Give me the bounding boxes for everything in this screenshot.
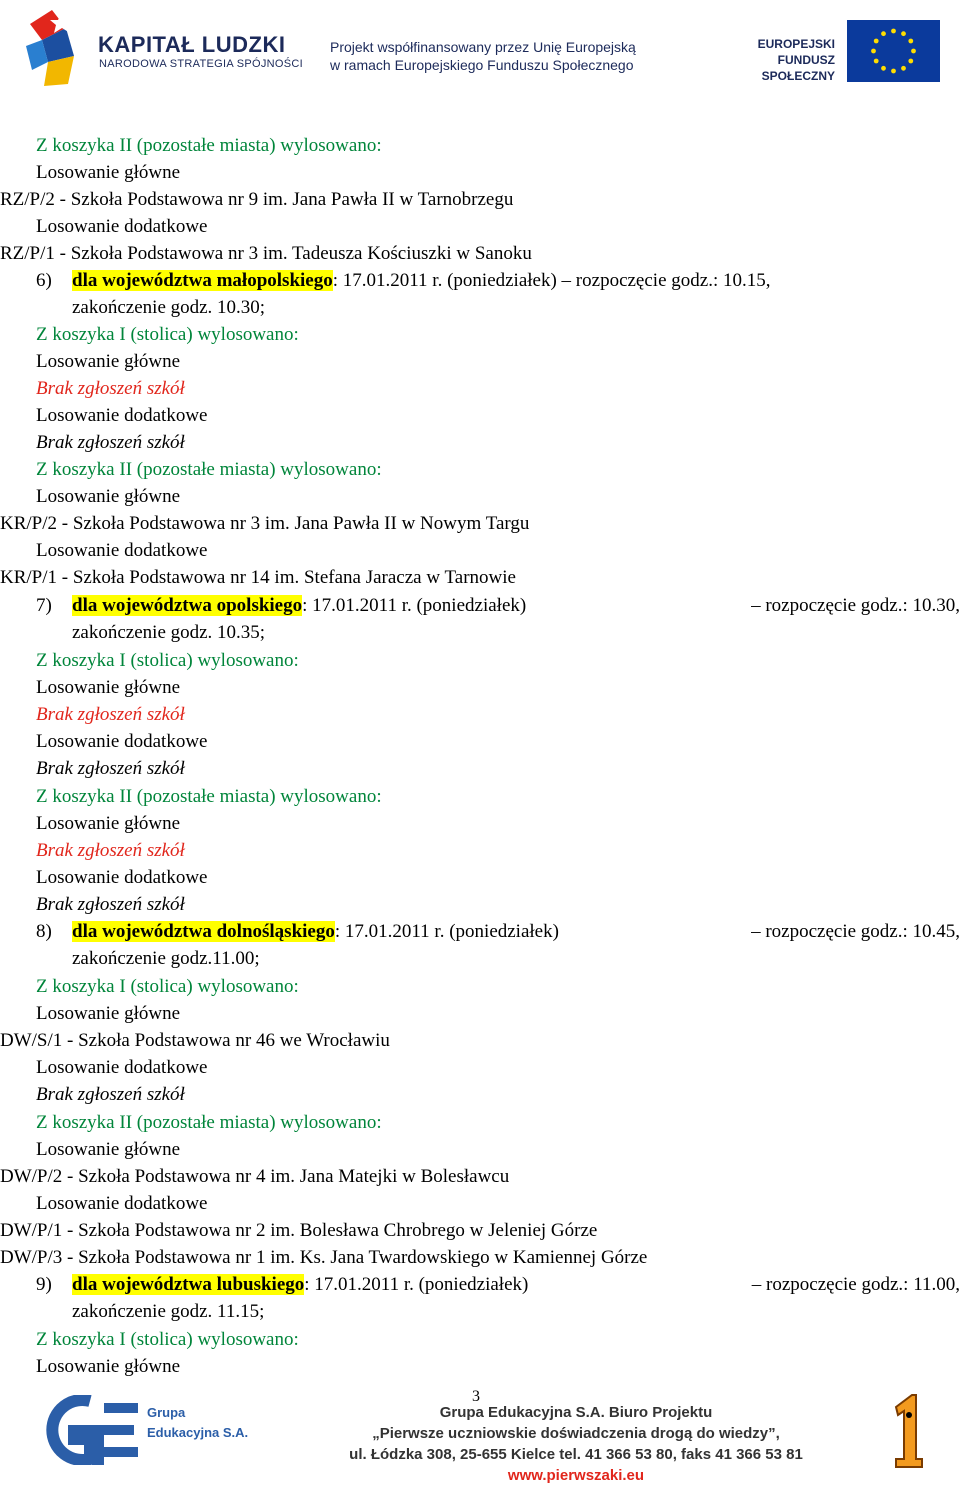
eu-flag-icon [847, 20, 940, 82]
eu-fund-line-1: EUROPEJSKI [757, 37, 835, 51]
school-entry: DW/P/3 - Szkoła Podstawowa nr 1 im. Ks. Jana Twardowskiego w Kamiennej Górze [0, 1247, 648, 1268]
voivodeship-item-8 [72, 918, 559, 945]
project-note-line-2: w ramach Europejskiego Funduszu Społecznego [330, 57, 634, 73]
basket-1-heading: Z koszyka I (stolica) wylosowano: [36, 650, 299, 671]
basket-2-heading: Z koszyka II (pozostałe miasta) wylosowano: [36, 459, 382, 480]
item-number: 9) [36, 1274, 52, 1295]
item-start-time: – rozpoczęcie godz.: 10.30, [751, 595, 960, 616]
item-schedule: : 17.01.2011 r. (poniedziałek) – rozpoczęcie godz.: 10.15, [332, 270, 771, 291]
basket-1-heading: Z koszyka I (stolica) wylosowano: [36, 1329, 299, 1350]
no-entries-note: Brak zgłoszeń szkół [36, 704, 185, 725]
website-link[interactable]: www.pierwszaki.eu [507, 1467, 645, 1484]
school-entry: DW/S/1 - Szkoła Podstawowa nr 46 we Wrocławiu [0, 1030, 390, 1051]
main-draw-label: Losowanie główne [36, 1356, 181, 1377]
voivodeship-name: dla województwa lubuskiego [72, 1274, 305, 1295]
main-draw-label: Losowanie główne [36, 162, 181, 183]
no-entries-note: Brak zgłoszeń szkół [36, 840, 185, 861]
page-header [0, 0, 960, 96]
no-entries-note: Brak zgłoszeń szkół [36, 894, 185, 915]
basket-1-heading: Z koszyka I (stolica) wylosowano: [36, 324, 299, 345]
main-draw-label: Losowanie główne [36, 1139, 181, 1160]
footer-line-3: ul. Łódzka 308, 25-655 Kielce tel. 41 366 53 80, faks 41 366 53 81 [349, 1446, 803, 1463]
page-footer [0, 1388, 960, 1490]
school-entry: RZ/P/2 - Szkoła Podstawowa nr 9 im. Jana Pawła II w Tarnobrzegu [0, 189, 514, 210]
kapital-ludzki-logo-icon [22, 6, 86, 90]
footer-line-1: Grupa Edukacyjna S.A. Biuro Projektu [439, 1404, 713, 1421]
main-draw-label: Losowanie główne [36, 351, 181, 372]
school-entry: DW/P/1 - Szkoła Podstawowa nr 2 im. Bolesława Chrobrego w Jeleniej Górze [0, 1220, 598, 1241]
item-end-time: zakończenie godz. 11.15; [72, 1301, 265, 1322]
basket-1-heading: Z koszyka I (stolica) wylosowano: [36, 976, 299, 997]
main-draw-label: Losowanie główne [36, 813, 181, 834]
item-date: : 17.01.2011 r. (poniedziałek) [304, 1274, 529, 1295]
school-entry: RZ/P/1 - Szkoła Podstawowa nr 3 im. Tadeusza Kościuszki w Sanoku [0, 243, 532, 264]
voivodeship-name: dla województwa dolnośląskiego [72, 921, 335, 942]
additional-draw-label: Losowanie dodatkowe [36, 731, 208, 752]
page-number: 3 [472, 1388, 480, 1405]
school-entry: DW/P/2 - Szkoła Podstawowa nr 4 im. Jana Matejki w Bolesławcu [0, 1166, 510, 1187]
additional-draw-label: Losowanie dodatkowe [36, 1057, 208, 1078]
voivodeship-item-6 [72, 267, 770, 294]
no-entries-note: Brak zgłoszeń szkół [36, 1084, 185, 1105]
footer-line-2: „Pierwsze uczniowskie doświadczenia drogą do wiedzy”, [372, 1425, 780, 1442]
item-number: 7) [36, 595, 52, 616]
item-date: : 17.01.2011 r. (poniedziałek) [302, 595, 527, 616]
item-number: 6) [36, 270, 52, 291]
eu-fund-label [703, 36, 835, 84]
eu-fund-line-2: FUNDUSZ SPOŁECZNY [761, 53, 835, 83]
project-cofinancing-note [330, 38, 636, 74]
item-start-time: – rozpoczęcie godz.: 10.45, [751, 921, 960, 942]
voivodeship-item-9 [72, 1271, 528, 1298]
school-entry: KR/P/1 - Szkoła Podstawowa nr 14 im. Stefana Jaracza w Tarnowie [0, 567, 516, 588]
item-end-time: zakończenie godz. 10.35; [72, 622, 266, 643]
item-start-time: – rozpoczęcie godz.: 11.00, [751, 1274, 960, 1295]
additional-draw-label: Losowanie dodatkowe [36, 405, 208, 426]
ge-name-line-2: Edukacyjna S.A. [147, 1425, 249, 1440]
basket-2-heading: Z koszyka II (pozostałe miasta) wylosowano: [36, 135, 382, 156]
basket-2-heading: Z koszyka II (pozostałe miasta) wylosowano: [36, 1112, 382, 1133]
main-draw-label: Losowanie główne [36, 486, 181, 507]
item-number: 8) [36, 921, 52, 942]
project-office-address [336, 1402, 816, 1486]
no-entries-note: Brak zgłoszeń szkół [36, 432, 185, 453]
item-end-time: zakończenie godz. 10.30; [72, 297, 266, 318]
no-entries-note: Brak zgłoszeń szkół [36, 758, 185, 779]
voivodeship-name: dla województwa opolskiego [72, 595, 303, 616]
project-note-line-1: Projekt współfinansowany przez Unię Europejską [330, 39, 636, 55]
ge-name-line-1: Grupa [147, 1405, 186, 1420]
voivodeship-name: dla województwa małopolskiego [72, 270, 333, 291]
number-one-mascot-icon [890, 1393, 926, 1469]
kapital-ludzki-title: KAPITAŁ LUDZKI [98, 32, 286, 57]
additional-draw-label: Losowanie dodatkowe [36, 867, 208, 888]
additional-draw-label: Losowanie dodatkowe [36, 216, 208, 237]
additional-draw-label: Losowanie dodatkowe [36, 1193, 208, 1214]
grupa-edukacyjna-logo-icon [40, 1395, 140, 1465]
no-entries-note: Brak zgłoszeń szkół [36, 378, 185, 399]
main-draw-label: Losowanie główne [36, 1003, 181, 1024]
kapital-ludzki-subtitle: NARODOWA STRATEGIA SPÓJNOŚCI [99, 58, 303, 70]
item-date: : 17.01.2011 r. (poniedziałek) [334, 921, 559, 942]
item-end-time: zakończenie godz.11.00; [72, 948, 260, 969]
school-entry: KR/P/2 - Szkoła Podstawowa nr 3 im. Jana Pawła II w Nowym Targu [0, 513, 530, 534]
basket-2-heading: Z koszyka II (pozostałe miasta) wylosowano: [36, 786, 382, 807]
additional-draw-label: Losowanie dodatkowe [36, 540, 208, 561]
grupa-edukacyjna-name [147, 1403, 248, 1443]
voivodeship-item-7 [72, 592, 526, 619]
main-draw-label: Losowanie główne [36, 677, 181, 698]
